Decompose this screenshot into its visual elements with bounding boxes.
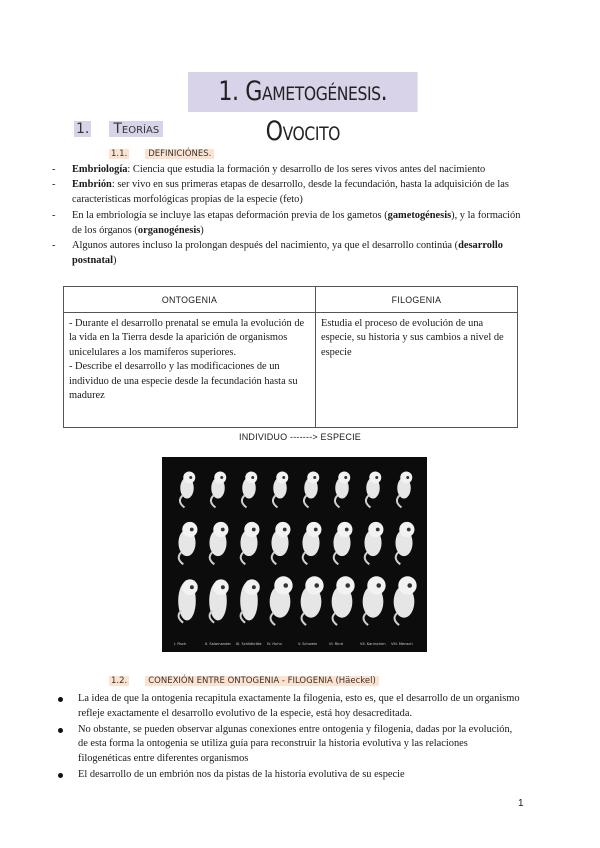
embryo-drawing — [211, 472, 226, 508]
embryo-drawing — [335, 472, 350, 508]
embryo-drawing — [301, 576, 324, 625]
table-header-row — [64, 287, 518, 313]
subsection-heading-definiciones — [109, 147, 214, 161]
ontogenia-point: - Describe el desarrollo y las modificaciones de un individuo de una especie desde la fecundación hasta su madurez — [69, 361, 298, 402]
embryo-drawing — [332, 576, 355, 625]
embryo-drawing — [302, 522, 321, 564]
figure-column-label: IV. Huhn — [267, 642, 282, 646]
embryo-drawing — [304, 472, 319, 508]
subsection-label: DEFINICIÓNES. — [145, 149, 214, 159]
embryo-drawing — [394, 576, 417, 625]
term-embriologia: Embriología — [72, 164, 128, 175]
embryo-comparison-figure — [162, 457, 427, 652]
section-heading-teorias — [74, 118, 163, 140]
figure-column-label: VIII. Mensch — [391, 642, 413, 646]
definition-text: Algunos autores incluso la prolongan después del nacimiento, ya que el desarrollo continúa ( — [72, 240, 459, 252]
separator: : — [111, 179, 118, 191]
separator: : — [127, 164, 133, 175]
embryo-drawing — [180, 472, 195, 508]
term-organogenesis: organogénesis — [137, 224, 201, 236]
cell-filogenia: Estudia el proceso de evolución de una especie, su historia y sus cambios a nivel de especie — [316, 313, 518, 428]
definition-text: ser vivo en sus primeras etapas de desarrollo, desde la fecundación, hasta la adquisición de las características morfológicas propias de la especie (feto) — [72, 179, 509, 206]
definition-text: En la embriología se incluye las etapas deformación previa de los gametos ( — [72, 209, 388, 221]
embryo-drawing — [209, 522, 228, 564]
embryo-drawing — [178, 522, 197, 564]
list-item: El desarrollo de un embrión nos da pistas de la historia evolutiva de su especie — [55, 768, 523, 783]
embryo-drawing — [364, 522, 383, 564]
list-item — [52, 162, 522, 177]
comparison-table — [63, 286, 518, 428]
embryo-drawing — [271, 522, 290, 564]
definition-text: ) — [113, 255, 117, 267]
section-label: Teorías — [109, 121, 163, 137]
figure-column-label: VII. Kaninchen — [360, 642, 386, 646]
embryo-drawing — [240, 579, 260, 622]
conexion-bullets — [55, 692, 523, 784]
embryo-drawing — [363, 576, 386, 625]
embryo-drawing — [395, 522, 414, 564]
definition-text: Ciencia que estudia la formación y desarrollo de los seres vivos antes del nacimiento — [132, 164, 486, 175]
embryo-drawing — [273, 472, 288, 508]
header-filogenia: FILOGENIA — [316, 287, 518, 313]
definitions-list — [52, 162, 522, 268]
figure-column-label: VI. Rind — [329, 642, 343, 646]
embryo-drawing — [209, 579, 229, 622]
embryo-drawing — [333, 522, 352, 564]
embryo-drawing — [270, 576, 293, 625]
figure-column-label: I. Fisch — [174, 642, 187, 646]
list-item: La idea de que la ontogenia recapitula exactamente la filogenia, esto es, que el desarrollo de un organismo refleje exactamente el desarrollo evolutivo de la especie, está hoy desacreditada. — [55, 692, 523, 722]
table-row — [64, 313, 518, 428]
list-item — [52, 238, 522, 268]
subsection-number: 1.2. — [111, 676, 128, 686]
term-gametogenesis: gametogénesis — [387, 209, 452, 221]
embryo-drawing — [178, 579, 198, 622]
figure-column-label: II. Salamander — [205, 642, 232, 646]
page-title: 1. Gametogénesis. Ovocito — [188, 72, 418, 112]
list-item: No obstante, se pueden observar algunas conexiones entre ontogenia y filogenia, dadas por la evolución, de esta forma la ontogenia se utiliza guía para reconstruir la historia evolutiva y las relaciones filogenéticas entre diferentes organismos — [55, 723, 523, 767]
subsection-number: 1.1. — [111, 149, 128, 159]
section-number: 1. — [76, 121, 90, 137]
table-caption: INDIVIDUO -------> ESPECIE — [239, 432, 361, 442]
definition-text: ) — [200, 224, 204, 236]
embryo-drawing — [366, 472, 381, 508]
list-item — [52, 208, 522, 238]
embryo-drawing — [397, 472, 412, 508]
figure-column-label: V. Schwein — [298, 642, 318, 646]
header-ontogenia: ONTOGENIA — [64, 287, 316, 313]
term-desarrollo-postnatal: desarrollo postnatal — [72, 240, 503, 267]
figure-column-label: III. Schildkröte — [236, 642, 262, 646]
term-embrion: Embrión — [72, 179, 112, 191]
cell-ontogenia — [64, 313, 316, 428]
page-number: 1 — [518, 798, 524, 809]
embryo-drawing — [242, 472, 257, 508]
ontogenia-point: - Durante el desarrollo prenatal se emula la evolución de la vida en la Tierra desde la aparición de organismos unicelulares a los mamíferos superiores. — [69, 318, 305, 358]
list-item — [52, 177, 522, 207]
subsection-heading-conexion — [109, 674, 379, 688]
embryo-drawing — [240, 522, 259, 564]
subsection-label: CONEXIÓN ENTRE ONTOGENIA - FILOGENIA (Häeckel) — [145, 676, 379, 686]
definition-text: ), y la formación de los órganos ( — [72, 209, 521, 236]
embryo-drawings — [162, 457, 427, 652]
